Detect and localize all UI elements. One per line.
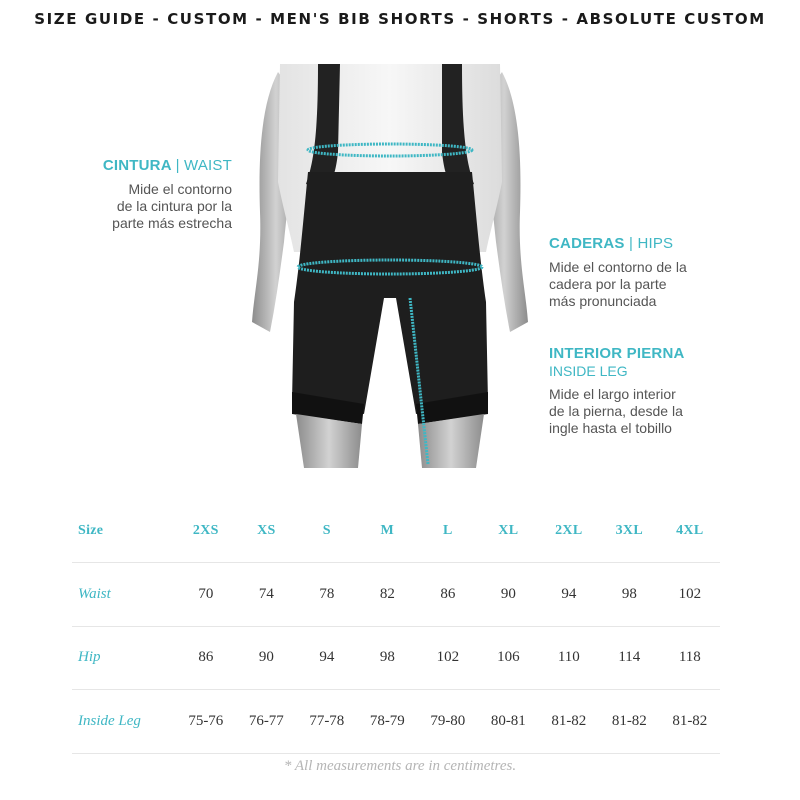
- model-figure-image: [240, 62, 540, 468]
- size-header-cell: 4XL: [676, 523, 704, 538]
- hips-callout: [549, 235, 719, 310]
- table-cell: 102: [678, 585, 702, 602]
- table-cell: 94: [319, 649, 335, 666]
- row-label: Inside Leg: [78, 712, 141, 729]
- table-cell: 81-82: [551, 712, 587, 729]
- table-cell: 98: [621, 585, 637, 602]
- table-cell: 78-79: [369, 712, 405, 729]
- waist-heading-en: WAIST: [184, 157, 232, 174]
- waist-desc-line: Mide el contorno: [128, 181, 232, 197]
- hips-heading-separator: |: [628, 235, 634, 252]
- table-cell: 77-78: [309, 712, 345, 729]
- waist-heading-es: CINTURA: [102, 157, 172, 174]
- size-header-cell: 2XS: [192, 523, 219, 538]
- measurement-footnote: * All measurements are in centimetres.: [283, 758, 517, 774]
- table-cell: 98: [379, 649, 395, 666]
- waist-heading-separator: |: [175, 157, 180, 174]
- waist-callout-description: [100, 181, 232, 232]
- table-cell: 86: [440, 585, 456, 602]
- table-cell: 81-82: [611, 712, 647, 729]
- hips-desc-line: más pronunciada: [549, 293, 657, 309]
- table-cell: 82: [379, 585, 395, 602]
- hips-desc-line: Mide el contorno de la: [549, 259, 687, 275]
- inside-leg-desc-line: ingle hasta el tobillo: [549, 420, 672, 436]
- table-cell: 74: [258, 585, 274, 602]
- row-label: Hip: [78, 649, 101, 666]
- waist-callout-heading: [100, 157, 232, 174]
- bib-shorts: [292, 172, 488, 414]
- size-header-cell: M: [380, 523, 395, 538]
- hips-callout-description: [549, 259, 719, 310]
- table-cell: 80-81: [490, 712, 526, 729]
- waist-desc-line: parte más estrecha: [112, 215, 232, 231]
- hips-heading-es: CADERAS: [549, 235, 625, 252]
- table-cell: 76-77: [248, 712, 284, 729]
- table-cell: 106: [497, 649, 520, 666]
- size-header-cell: XL: [498, 523, 519, 538]
- inside-leg-desc-line: Mide el largo interior: [549, 386, 676, 402]
- table-cell: 94: [561, 585, 577, 602]
- table-cell: 78: [319, 585, 335, 602]
- size-column-header: Size: [78, 523, 104, 538]
- inside-leg-callout: [549, 345, 719, 437]
- table-cell: 75-76: [188, 712, 224, 729]
- size-header-cell: S: [322, 523, 331, 538]
- size-header-cell: 3XL: [615, 523, 643, 538]
- size-header-cell: XS: [257, 523, 276, 538]
- row-label: Waist: [78, 585, 111, 602]
- table-cell: 70: [198, 585, 214, 602]
- size-table: [72, 500, 720, 754]
- inside-leg-callout-description: [549, 386, 719, 437]
- table-cell: 90: [258, 649, 274, 666]
- hips-desc-line: cadera por la parte: [549, 276, 667, 292]
- table-cell: 110: [557, 649, 580, 666]
- table-cell: 81-82: [672, 712, 708, 729]
- table-cell: 118: [678, 649, 701, 666]
- table-row: [72, 563, 720, 627]
- inside-leg-desc-line: de la pierna, desde la: [549, 403, 683, 419]
- size-header-cell: 2XL: [555, 523, 583, 538]
- hips-heading-en: HIPS: [637, 235, 674, 252]
- table-cell: 114: [618, 649, 641, 666]
- table-cell: 86: [198, 649, 214, 666]
- inside-leg-heading-es: INTERIOR PIERNA: [549, 345, 685, 362]
- table-cell: 79-80: [430, 712, 466, 729]
- table-cell: 102: [436, 649, 460, 666]
- size-header-cell: L: [442, 523, 453, 538]
- table-row: [72, 627, 720, 691]
- inside-leg-heading-en: INSIDE LEG: [549, 363, 628, 379]
- waist-desc-line: de la cintura por la: [116, 198, 232, 214]
- waist-callout: [100, 157, 232, 232]
- table-row: [72, 690, 720, 754]
- table-header-row: [72, 500, 720, 563]
- table-cell: 90: [500, 585, 516, 602]
- hips-callout-heading: [549, 235, 719, 252]
- page-title: SIZE GUIDE - CUSTOM - MEN'S BIB SHORTS - SHORTS - ABSOLUTE CUSTOM: [34, 10, 766, 28]
